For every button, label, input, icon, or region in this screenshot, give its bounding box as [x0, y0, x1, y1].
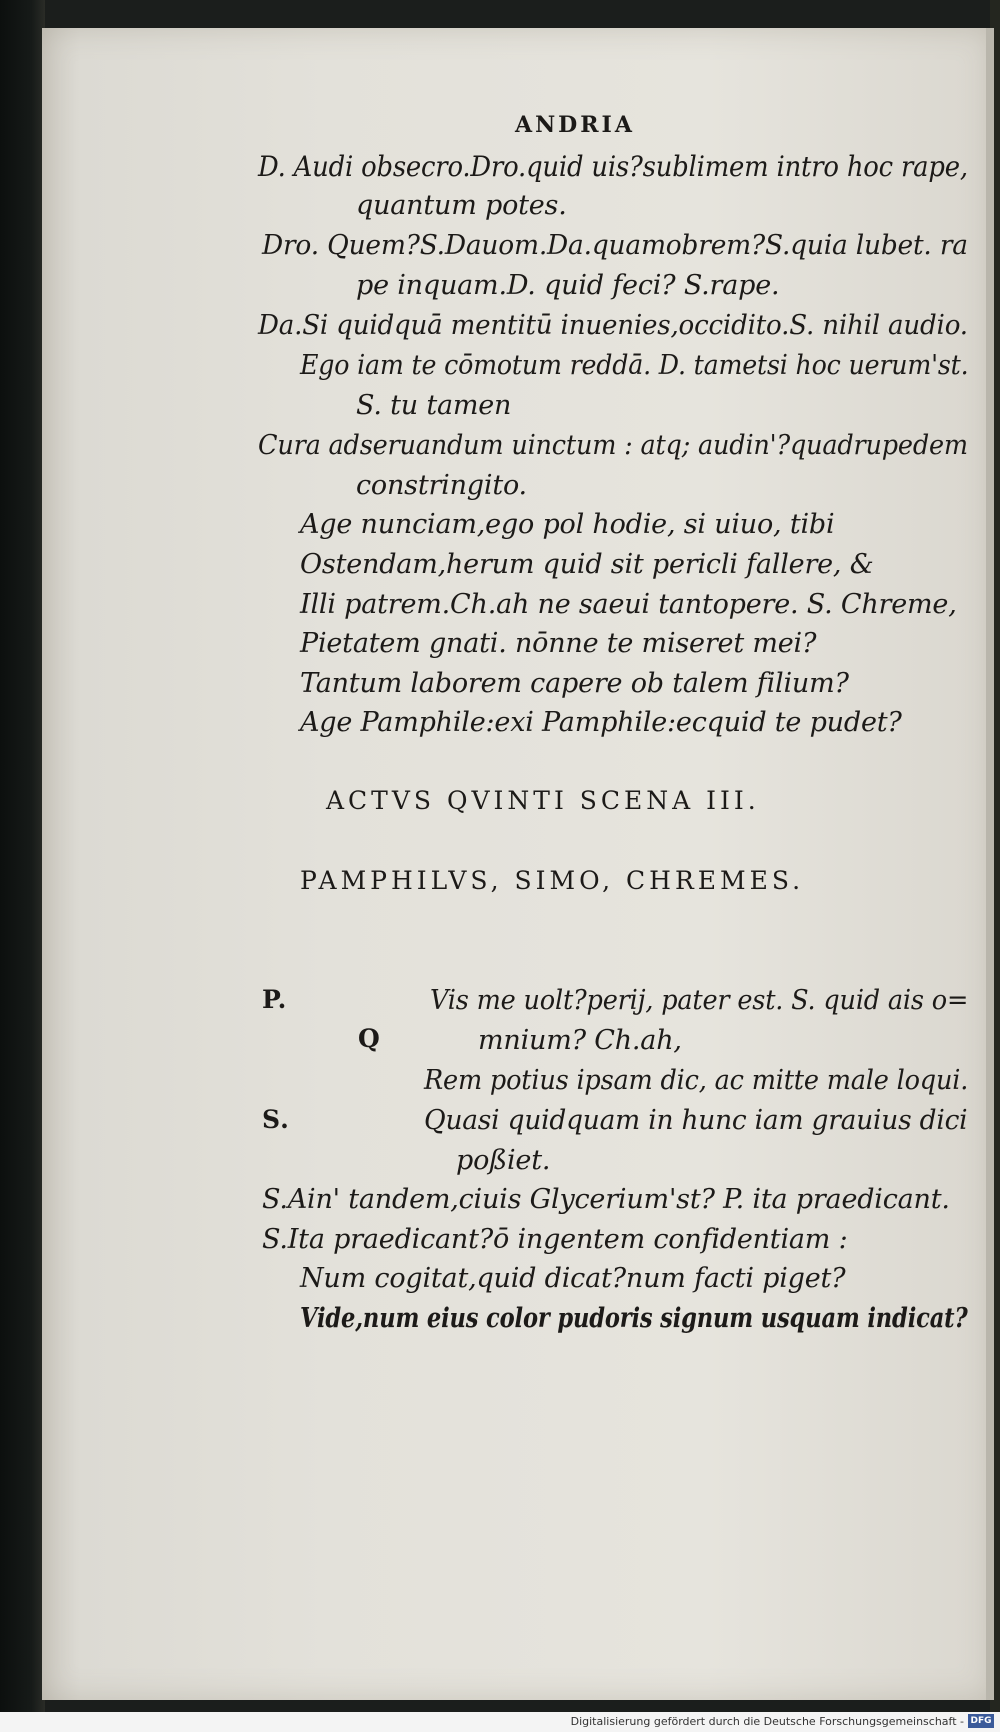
text-line-9: constringito. [356, 470, 527, 501]
running-head: ANDRIA [515, 112, 635, 138]
text-line-2: quantum potes. [356, 190, 567, 221]
page-fore-edge [986, 28, 994, 1700]
text-line-22: S.Ita praedicant?ō ingentem confidentiam : [262, 1224, 848, 1255]
footer-credit: Digitalisierung gefördert durch die Deutsche Forschungsgemeinschaft - [570, 1715, 964, 1728]
text-line-15: Age Pamphile:exi Pamphile:ecquid te pudet? [300, 707, 902, 738]
drop-cap: Q [358, 1024, 380, 1053]
text-line-14: Tantum laborem capere ob talem filium? [300, 668, 849, 699]
book-gutter-left [0, 0, 45, 1732]
text-line-20: poßiet. [456, 1145, 551, 1176]
text-line-19: Quasi quidquam in hunc iam grauius dici [424, 1105, 968, 1136]
text-line-23: Num cogitat,quid dicat?num facti piget? [300, 1263, 846, 1294]
text-line-6: Ego iam te cōmotum reddā. D. tametsi hoc uerum'st. [300, 350, 969, 381]
text-line-5: Da.Si quidquā mentitū inuenies,occidito.S. nihil audio. [258, 310, 968, 341]
text-line-24: Vide,num eius color pudoris signum usquam indicat? [300, 1303, 968, 1334]
speaker-label-s: S. [262, 1105, 290, 1134]
text-line-12: Illi patrem.Ch.ah ne saeui tantopere. S. Chreme, [300, 589, 957, 620]
text-line-8: Cura adseruandum uinctum : atq; audin'?quadrupedem [258, 430, 968, 461]
text-line-17: mnium? Ch.ah, [478, 1025, 682, 1056]
text-line-13: Pietatem gnati. nōnne te miseret mei? [300, 628, 817, 659]
text-line-18: Rem potius ipsam dic, ac mitte male loqui. [424, 1065, 969, 1096]
text-line-16: Vis me uolt?perij, pater est. S. quid ais o= [430, 985, 969, 1016]
text-line-21: S.Ain' tandem,ciuis Glycerium'st? P. ita praedicant. [262, 1184, 950, 1215]
text-line-1: D. Audi obsecro.Dro.quid uis?sublimem intro hoc rape, [258, 150, 968, 183]
text-line-7: S. tu tamen [356, 390, 512, 421]
text-line-4: pe inquam.D. quid feci? S.rape. [356, 270, 780, 301]
characters-heading: PAMPHILVS, SIMO, CHREMES. [300, 866, 805, 895]
text-line-3: Dro. Quem?S.Dauom.Da.quamobrem?S.quia lubet. ra [262, 230, 968, 261]
text-line-11: Ostendam,herum quid sit pericli fallere, & [300, 549, 874, 580]
scene-heading: ACTVS QVINTI SCENA III. [326, 786, 760, 815]
speaker-label-p: P. [262, 985, 288, 1014]
text-line-10: Age nunciam,ego pol hodie, si uiuo, tibi [300, 509, 835, 540]
dfg-logo: DFG [968, 1714, 994, 1728]
